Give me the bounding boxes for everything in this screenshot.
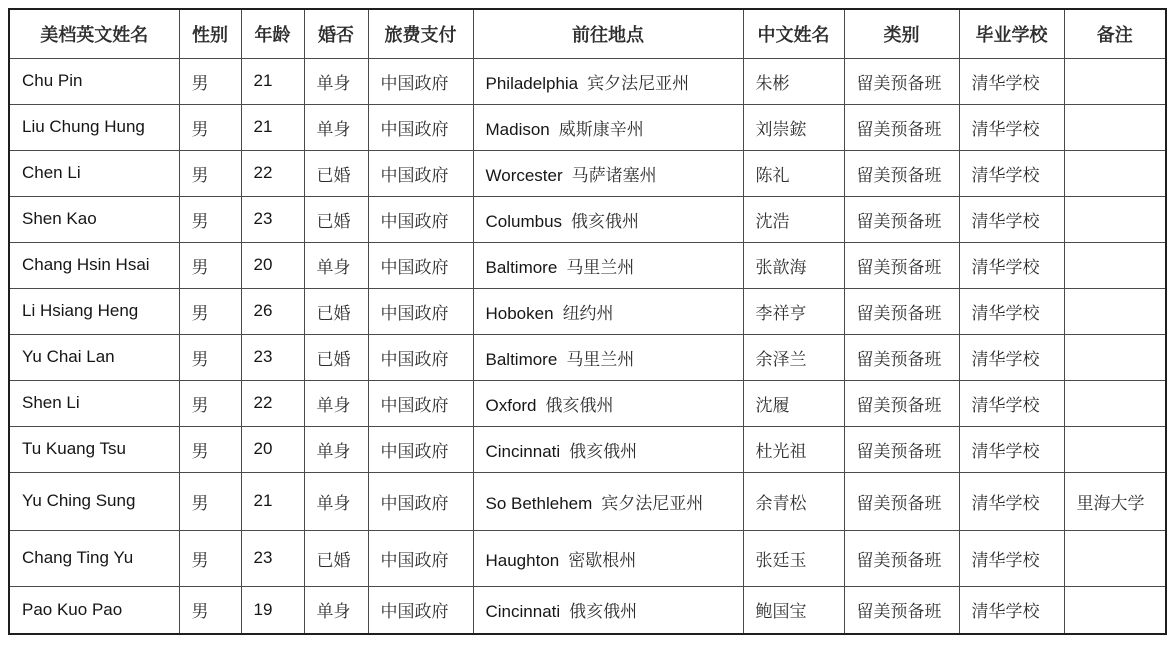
column-header-destination: 前往地点 (473, 9, 743, 58)
cell-category: 留美预备班 (844, 104, 959, 150)
destination-state: 马萨诸塞州 (571, 165, 657, 185)
cell-age: 26 (241, 288, 304, 334)
cell-travel_payer: 中国政府 (368, 104, 473, 150)
cell-chinese_name: 沈浩 (743, 196, 844, 242)
destination-state: 宾夕法尼亚州 (601, 493, 704, 513)
table-row (9, 426, 1166, 472)
cell-gender: 男 (179, 150, 241, 196)
cell-remarks (1064, 586, 1166, 634)
cell-chinese_name: 鲍国宝 (743, 586, 844, 634)
cell-english_name: Chang Ting Yu (9, 530, 179, 586)
table-row (9, 472, 1166, 530)
cell-marital_status: 已婚 (304, 530, 368, 586)
cell-marital_status: 已婚 (304, 150, 368, 196)
cell-age: 22 (241, 150, 304, 196)
destination-city: Oxford (485, 395, 537, 415)
destination-state: 马里兰州 (566, 349, 635, 369)
destination-city: Baltimore (485, 257, 558, 277)
cell-marital_status: 单身 (304, 58, 368, 104)
cell-english_name: Shen Kao (9, 196, 179, 242)
destination-state: 俄亥俄州 (569, 602, 638, 622)
cell-travel_payer: 中国政府 (368, 288, 473, 334)
column-header-category: 类别 (844, 9, 959, 58)
cell-graduation_school: 清华学校 (959, 196, 1064, 242)
cell-travel_payer: 中国政府 (368, 334, 473, 380)
cell-travel_payer: 中国政府 (368, 150, 473, 196)
cell-gender: 男 (179, 472, 241, 530)
cell-chinese_name: 杜光祖 (743, 426, 844, 472)
column-header-gender: 性别 (179, 9, 241, 58)
table-row (9, 58, 1166, 104)
cell-marital_status: 单身 (304, 104, 368, 150)
cell-marital_status: 单身 (304, 380, 368, 426)
cell-remarks (1064, 334, 1166, 380)
cell-category: 留美预备班 (844, 426, 959, 472)
table-row (9, 196, 1166, 242)
cell-travel_payer: 中国政府 (368, 472, 473, 530)
cell-graduation_school: 清华学校 (959, 426, 1064, 472)
destination-state: 马里兰州 (566, 257, 635, 277)
cell-english_name: Yu Ching Sung (9, 472, 179, 530)
cell-graduation_school: 清华学校 (959, 334, 1064, 380)
cell-age: 20 (241, 242, 304, 288)
cell-category: 留美预备班 (844, 586, 959, 634)
destination-state: 纽约州 (562, 303, 614, 323)
cell-destination (473, 472, 743, 530)
cell-remarks (1064, 380, 1166, 426)
column-header-travel_payer: 旅费支付 (368, 9, 473, 58)
cell-destination (473, 196, 743, 242)
destination-state: 俄亥俄州 (571, 211, 640, 231)
cell-gender: 男 (179, 242, 241, 288)
cell-chinese_name: 余泽兰 (743, 334, 844, 380)
cell-marital_status: 单身 (304, 242, 368, 288)
cell-category: 留美预备班 (844, 58, 959, 104)
cell-gender: 男 (179, 586, 241, 634)
cell-graduation_school: 清华学校 (959, 58, 1064, 104)
cell-graduation_school: 清华学校 (959, 288, 1064, 334)
cell-travel_payer: 中国政府 (368, 586, 473, 634)
cell-graduation_school: 清华学校 (959, 150, 1064, 196)
cell-remarks (1064, 196, 1166, 242)
cell-age: 23 (241, 196, 304, 242)
cell-english_name: Chu Pin (9, 58, 179, 104)
cell-english_name: Tu Kuang Tsu (9, 426, 179, 472)
table-row (9, 334, 1166, 380)
cell-english_name: Chang Hsin Hsai (9, 242, 179, 288)
cell-category: 留美预备班 (844, 530, 959, 586)
cell-marital_status: 已婚 (304, 196, 368, 242)
cell-age: 21 (241, 104, 304, 150)
destination-state: 俄亥俄州 (569, 441, 638, 461)
column-header-remarks: 备注 (1064, 9, 1166, 58)
cell-category: 留美预备班 (844, 380, 959, 426)
cell-travel_payer: 中国政府 (368, 58, 473, 104)
table-body (9, 58, 1166, 634)
cell-graduation_school: 清华学校 (959, 380, 1064, 426)
cell-remarks (1064, 530, 1166, 586)
cell-age: 21 (241, 472, 304, 530)
table-row (9, 242, 1166, 288)
cell-english_name: Chen Li (9, 150, 179, 196)
cell-destination (473, 58, 743, 104)
cell-remarks (1064, 58, 1166, 104)
cell-gender: 男 (179, 196, 241, 242)
table-row (9, 288, 1166, 334)
destination-state: 宾夕法尼亚州 (587, 73, 690, 93)
column-header-graduation_school: 毕业学校 (959, 9, 1064, 58)
cell-english_name: Li Hsiang Heng (9, 288, 179, 334)
cell-travel_payer: 中国政府 (368, 196, 473, 242)
cell-english_name: Shen Li (9, 380, 179, 426)
cell-age: 19 (241, 586, 304, 634)
cell-marital_status: 已婚 (304, 334, 368, 380)
cell-age: 20 (241, 426, 304, 472)
cell-age: 23 (241, 530, 304, 586)
cell-destination (473, 150, 743, 196)
students-table (8, 8, 1167, 635)
cell-chinese_name: 张歆海 (743, 242, 844, 288)
table-row (9, 380, 1166, 426)
table-row (9, 150, 1166, 196)
cell-travel_payer: 中国政府 (368, 242, 473, 288)
cell-chinese_name: 朱彬 (743, 58, 844, 104)
cell-graduation_school: 清华学校 (959, 472, 1064, 530)
cell-gender: 男 (179, 58, 241, 104)
cell-graduation_school: 清华学校 (959, 104, 1064, 150)
cell-chinese_name: 余青松 (743, 472, 844, 530)
cell-age: 21 (241, 58, 304, 104)
cell-gender: 男 (179, 426, 241, 472)
destination-city: Baltimore (485, 349, 558, 369)
cell-chinese_name: 李祥亨 (743, 288, 844, 334)
destination-city: Columbus (485, 211, 563, 231)
cell-remarks (1064, 104, 1166, 150)
cell-category: 留美预备班 (844, 472, 959, 530)
cell-category: 留美预备班 (844, 334, 959, 380)
destination-city: Hoboken (485, 303, 554, 323)
cell-remarks (1064, 288, 1166, 334)
destination-city: Philadelphia (485, 73, 579, 93)
cell-category: 留美预备班 (844, 196, 959, 242)
cell-english_name: Pao Kuo Pao (9, 586, 179, 634)
table-row (9, 586, 1166, 634)
cell-category: 留美预备班 (844, 242, 959, 288)
table-row (9, 104, 1166, 150)
table-row (9, 530, 1166, 586)
destination-city: Haughton (485, 550, 560, 570)
cell-travel_payer: 中国政府 (368, 426, 473, 472)
cell-chinese_name: 沈履 (743, 380, 844, 426)
cell-gender: 男 (179, 380, 241, 426)
cell-remarks (1064, 150, 1166, 196)
cell-age: 22 (241, 380, 304, 426)
cell-gender: 男 (179, 288, 241, 334)
destination-state: 威斯康辛州 (558, 119, 644, 139)
cell-destination (473, 426, 743, 472)
destination-state: 密歇根州 (568, 550, 637, 570)
cell-destination (473, 242, 743, 288)
cell-destination (473, 288, 743, 334)
cell-graduation_school: 清华学校 (959, 586, 1064, 634)
header-row (9, 9, 1166, 58)
destination-city: So Bethlehem (485, 493, 593, 513)
destination-city: Madison (485, 119, 550, 139)
destination-city: Cincinnati (485, 602, 561, 622)
column-header-marital_status: 婚否 (304, 9, 368, 58)
cell-destination (473, 334, 743, 380)
cell-english_name: Yu Chai Lan (9, 334, 179, 380)
cell-destination (473, 586, 743, 634)
cell-destination (473, 530, 743, 586)
cell-marital_status: 单身 (304, 426, 368, 472)
column-header-chinese_name: 中文姓名 (743, 9, 844, 58)
cell-travel_payer: 中国政府 (368, 530, 473, 586)
cell-travel_payer: 中国政府 (368, 380, 473, 426)
column-header-age: 年龄 (241, 9, 304, 58)
cell-category: 留美预备班 (844, 288, 959, 334)
cell-graduation_school: 清华学校 (959, 530, 1064, 586)
cell-remarks (1064, 426, 1166, 472)
cell-marital_status: 单身 (304, 472, 368, 530)
cell-chinese_name: 陈礼 (743, 150, 844, 196)
cell-remarks (1064, 242, 1166, 288)
cell-destination (473, 104, 743, 150)
destination-city: Cincinnati (485, 441, 561, 461)
cell-age: 23 (241, 334, 304, 380)
cell-category: 留美预备班 (844, 150, 959, 196)
cell-gender: 男 (179, 530, 241, 586)
cell-marital_status: 已婚 (304, 288, 368, 334)
cell-destination (473, 380, 743, 426)
cell-gender: 男 (179, 334, 241, 380)
column-header-english_name: 美档英文姓名 (9, 9, 179, 58)
cell-chinese_name: 刘崇鋐 (743, 104, 844, 150)
destination-state: 俄亥俄州 (545, 395, 614, 415)
cell-gender: 男 (179, 104, 241, 150)
cell-chinese_name: 张廷玉 (743, 530, 844, 586)
cell-graduation_school: 清华学校 (959, 242, 1064, 288)
cell-english_name: Liu Chung Hung (9, 104, 179, 150)
cell-remarks: 里海大学 (1064, 472, 1166, 530)
destination-city: Worcester (485, 165, 563, 185)
cell-marital_status: 单身 (304, 586, 368, 634)
